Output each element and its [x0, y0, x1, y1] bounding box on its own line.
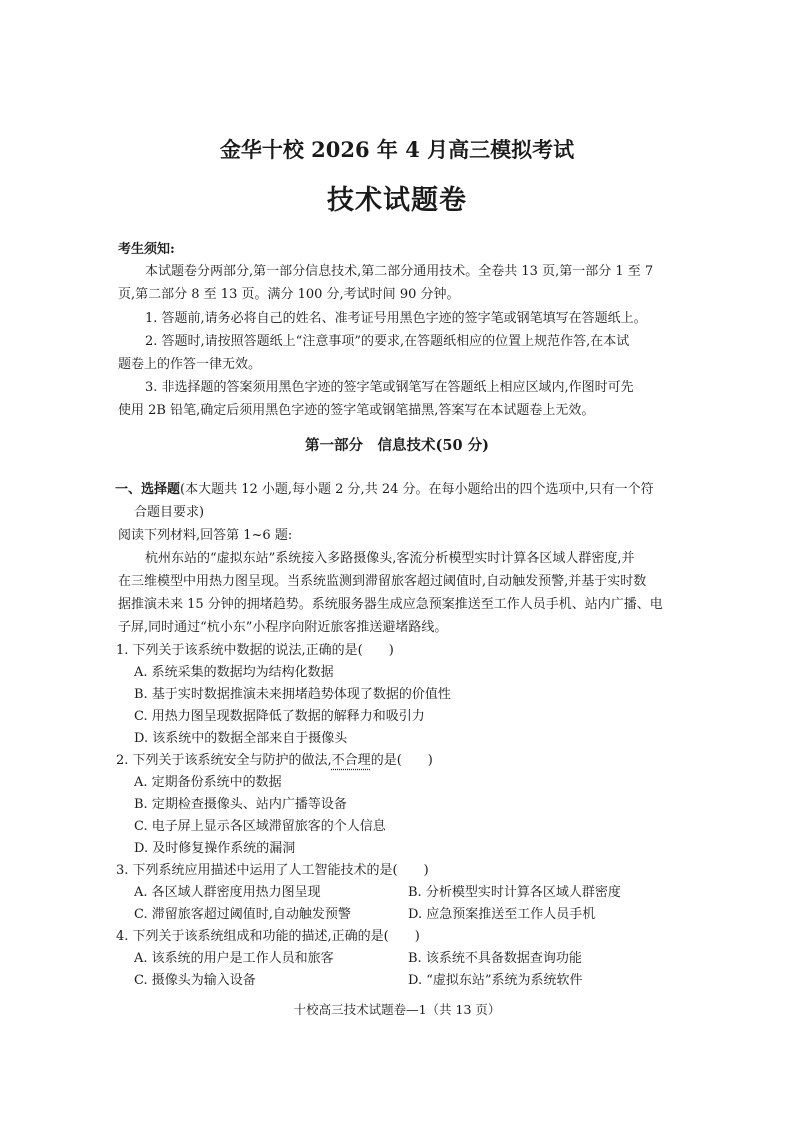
section-desc-cont: 合题目要求): [134, 505, 205, 520]
option-b: B. 基于实时数据推演未来拥堵趋势体现了数据的价值性: [134, 687, 451, 702]
option-a: A. 系统采集的数据均为结构化数据: [134, 665, 334, 680]
question-stem: 3. 下列系统应用描述中运用了人工智能技术的是( ): [116, 863, 429, 878]
question-stem: 1. 下列关于该系统中数据的说法,正确的是( ): [116, 643, 394, 658]
section-heading: [115, 481, 654, 499]
exam-title: 金华十校 2026 年 4 月高三模拟考试: [219, 137, 575, 162]
section-label: 一、选择题: [115, 482, 181, 497]
option-d: D. 及时修复操作系统的漏洞: [134, 841, 296, 856]
option-b: B. 分析模型实时计算各区域人群密度: [408, 885, 621, 900]
notice-line: 页,第二部分 8 至 13 页。满分 100 分,考试时间 90 分钟。: [118, 287, 460, 302]
option-c: C. 滞留旅客超过阈值时,自动触发预警: [134, 907, 351, 922]
option-c: C. 摄像头为输入设备: [134, 973, 256, 988]
notice-line: 2. 答题时,请按照答题纸上“注意事项”的要求,在答题纸相应的位置上规范作答,在本试: [145, 334, 630, 349]
part1-title: 第一部分 信息技术(50 分): [305, 437, 489, 454]
option-b: B. 定期检查摄像头、站内广播等设备: [134, 797, 347, 812]
notice-line: 1. 答题前,请务必将自己的姓名、准考证号用黑色字迹的签字笔或钢笔填写在答题纸上。: [145, 311, 647, 326]
notice-line: 使用 2B 铅笔,确定后须用黑色字迹的签字笔或钢笔描黑,答案写在本试题卷上无效。: [118, 403, 595, 418]
material-line: 杭州东站的“虚拟东站”系统接入多路摄像头,客流分析模型实时计算各区域人群密度,并: [145, 551, 635, 566]
option-d: D. “虚拟东站”系统为系统软件: [408, 973, 583, 988]
material-line: 在三维模型中用热力图呈现。当系统监测到滞留旅客超过阈值时,自动触发预警,并基于实时数: [118, 574, 647, 589]
material-intro: 阅读下列材料,回答第 1~6 题:: [118, 528, 293, 543]
option-a: A. 定期备份系统中的数据: [134, 775, 282, 790]
material-line: 子屏,同时通过“杭小东”小程序向附近旅客推送避堵路线。: [118, 620, 448, 635]
section-desc: (本大题共 12 小题,每小题 2 分,共 24 分。在每小题给出的四个选项中,只有一个符: [180, 482, 654, 497]
notice-line: 题卷上的作答一律无效。: [118, 357, 262, 372]
stem-part: 的是( ): [370, 753, 433, 768]
question-stem: 4. 下列关于该系统组成和功能的描述,正确的是( ): [116, 929, 420, 944]
exam-subtitle: 技术试题卷: [327, 185, 467, 216]
option-b: B. 该系统不具备数据查询功能: [408, 951, 582, 966]
option-c: C. 用热力图呈现数据降低了数据的解释力和吸引力: [134, 709, 425, 724]
option-a: A. 各区域人群密度用热力图呈现: [134, 885, 321, 900]
material-line: 据推演未来 15 分钟的拥堵趋势。系统服务器生成应急预案推送至工作人员手机、站内广播、电: [118, 597, 663, 612]
option-c: C. 电子屏上显示各区域滞留旅客的个人信息: [134, 819, 386, 834]
notice-heading: 考生须知:: [118, 242, 175, 257]
page-footer: 十校高三技术试题卷—1（共 13 页）: [293, 1002, 501, 1017]
notice-line: 3. 非选择题的答案须用黑色字迹的签字笔或钢笔写在答题纸上相应区域内,作图时可先: [145, 380, 634, 395]
option-d: D. 应急预案推送至工作人员手机: [408, 907, 596, 922]
stem-part: 2. 下列关于该系统安全与防护的做法,: [116, 753, 332, 768]
emphasis-text: 不合理: [331, 753, 371, 768]
notice-line: 本试题卷分两部分,第一部分信息技术,第二部分通用技术。全卷共 13 页,第一部分 1 至 7: [145, 264, 654, 279]
option-a: A. 该系统的用户是工作人员和旅客: [134, 951, 334, 966]
option-d: D. 该系统中的数据全部来自于摄像头: [134, 731, 348, 746]
question-stem: [116, 752, 433, 770]
